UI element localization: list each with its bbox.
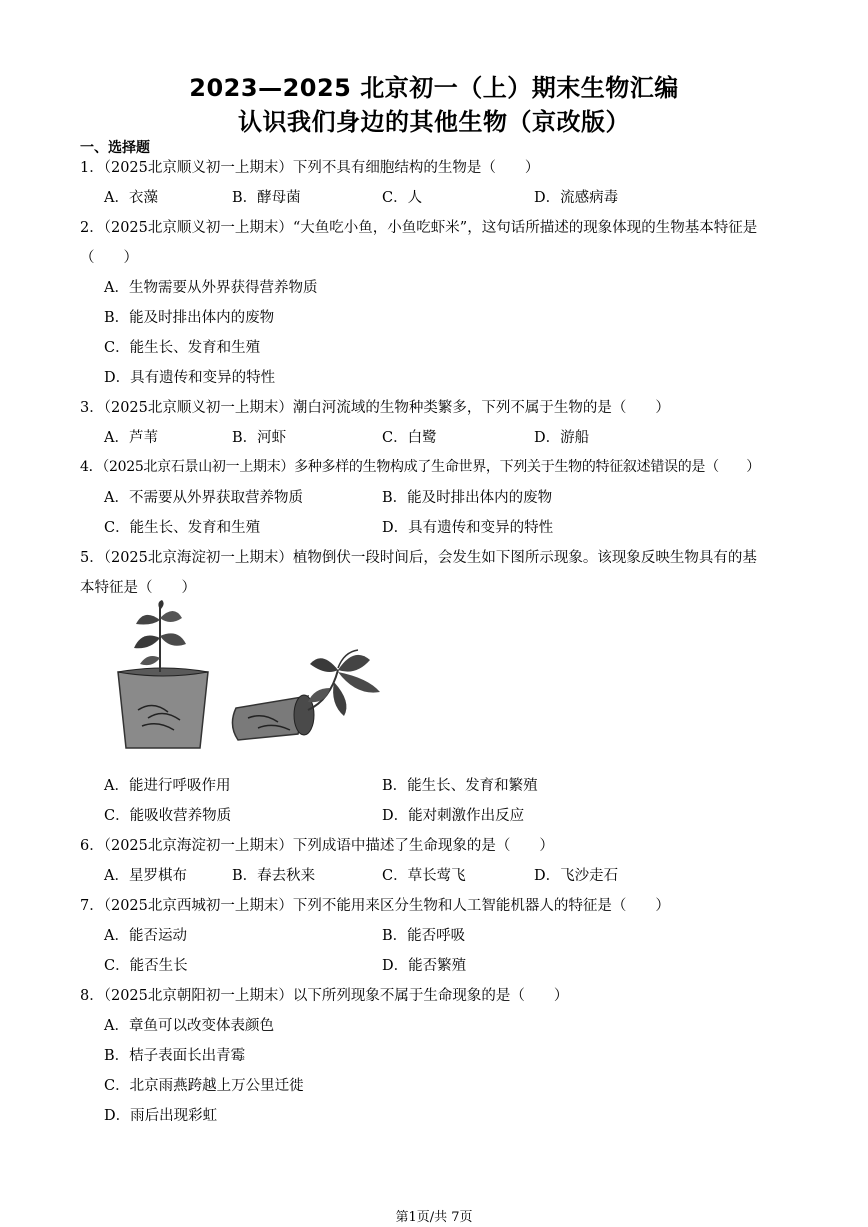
q7-option-c: C．能否生长: [104, 958, 188, 974]
q2-stem-line2: （ ）: [80, 250, 138, 266]
q7-stem: 7．（2025北京西城初一上期末）下列不能用来区分生物和人工智能机器人的特征是（ ）: [80, 898, 670, 914]
q3-option-b: B．河虾: [232, 430, 287, 446]
q2-option-c: C．能生长、发育和生殖: [104, 340, 261, 356]
q1-option-d: D．流感病毒: [534, 190, 619, 206]
q6-option-a: A．星罗棋布: [104, 868, 187, 884]
section-heading: 一、选择题: [80, 140, 150, 156]
q2-option-d: D．具有遗传和变异的特性: [104, 370, 276, 386]
q5-option-b: B．能生长、发育和繁殖: [382, 778, 538, 794]
q2-option-b: B．能及时排出体内的废物: [104, 310, 275, 326]
q1-stem: 1．（2025北京顺义初一上期末）下列不具有细胞结构的生物是（ ）: [80, 160, 540, 176]
q8-option-d: D．雨后出现彩虹: [104, 1108, 218, 1124]
q4-option-b: B．能及时排出体内的废物: [382, 490, 553, 506]
q7-option-d: D．能否繁殖: [382, 958, 467, 974]
q5-stem-line2: 本特征是（ ）: [80, 580, 196, 596]
q1-option-c: C．人: [382, 190, 423, 206]
fallen-potted-plant: [232, 650, 380, 740]
q8-option-a: A．章鱼可以改变体表颜色: [104, 1018, 274, 1034]
q8-option-c: C．北京雨燕跨越上万公里迁徙: [104, 1078, 304, 1094]
q2-stem-line1: 2．（2025北京顺义初一上期末）“大鱼吃小鱼，小鱼吃虾米”，这句话所描述的现象体现的生物基本特征是: [80, 220, 758, 236]
q4-option-d: D．具有遗传和变异的特性: [382, 520, 554, 536]
q5-option-a: A．能进行呼吸作用: [104, 778, 231, 794]
q3-stem: 3．（2025北京顺义初一上期末）潮白河流域的生物种类繁多，下列不属于生物的是（ ）: [80, 400, 670, 416]
q6-option-c: C．草长莺飞: [382, 868, 466, 884]
q1-option-b: B．酵母菌: [232, 190, 301, 206]
plant-tropism-figure: [108, 600, 400, 760]
q1-option-a: A．衣藻: [104, 190, 158, 206]
q3-option-d: D．游船: [534, 430, 590, 446]
q7-option-a: A．能否运动: [104, 928, 187, 944]
q5-stem-line1: 5．（2025北京海淀初一上期末）植物倒伏一段时间后，会发生如下图所示现象。该现象反映生物具有的基: [80, 550, 757, 566]
page-footer: 第1页/共 7页: [395, 1210, 473, 1225]
q2-option-a: A．生物需要从外界获得营养物质: [104, 280, 318, 296]
q7-option-b: B．能否呼吸: [382, 928, 466, 944]
q8-stem: 8．（2025北京朝阳初一上期末）以下所列现象不属于生命现象的是（ ）: [80, 988, 569, 1004]
q4-stem: 4．（2025北京石景山初一上期末）多种多样的生物构成了生命世界，下列关于生物的特征叙述错误的是（ ）: [80, 459, 760, 475]
q3-option-a: A．芦苇: [104, 430, 158, 446]
doc-title-line1: 2023—2025 北京初一（上）期末生物汇编: [189, 74, 679, 102]
q6-option-d: D．飞沙走石: [534, 868, 619, 884]
q3-option-c: C．白鹭: [382, 430, 437, 446]
q8-option-b: B．桔子表面长出青霉: [104, 1048, 246, 1064]
q5-option-c: C．能吸收营养物质: [104, 808, 232, 824]
q6-stem: 6．（2025北京海淀初一上期末）下列成语中描述了生命现象的是（ ）: [80, 838, 554, 854]
q4-option-a: A．不需要从外界获取营养物质: [104, 490, 303, 506]
upright-potted-plant: [118, 600, 208, 748]
q4-option-c: C．能生长、发育和生殖: [104, 520, 261, 536]
q5-option-d: D．能对刺激作出反应: [382, 808, 525, 824]
doc-title-line2: 认识我们身边的其他生物（京改版）: [238, 108, 630, 136]
q6-option-b: B．春去秋来: [232, 868, 316, 884]
